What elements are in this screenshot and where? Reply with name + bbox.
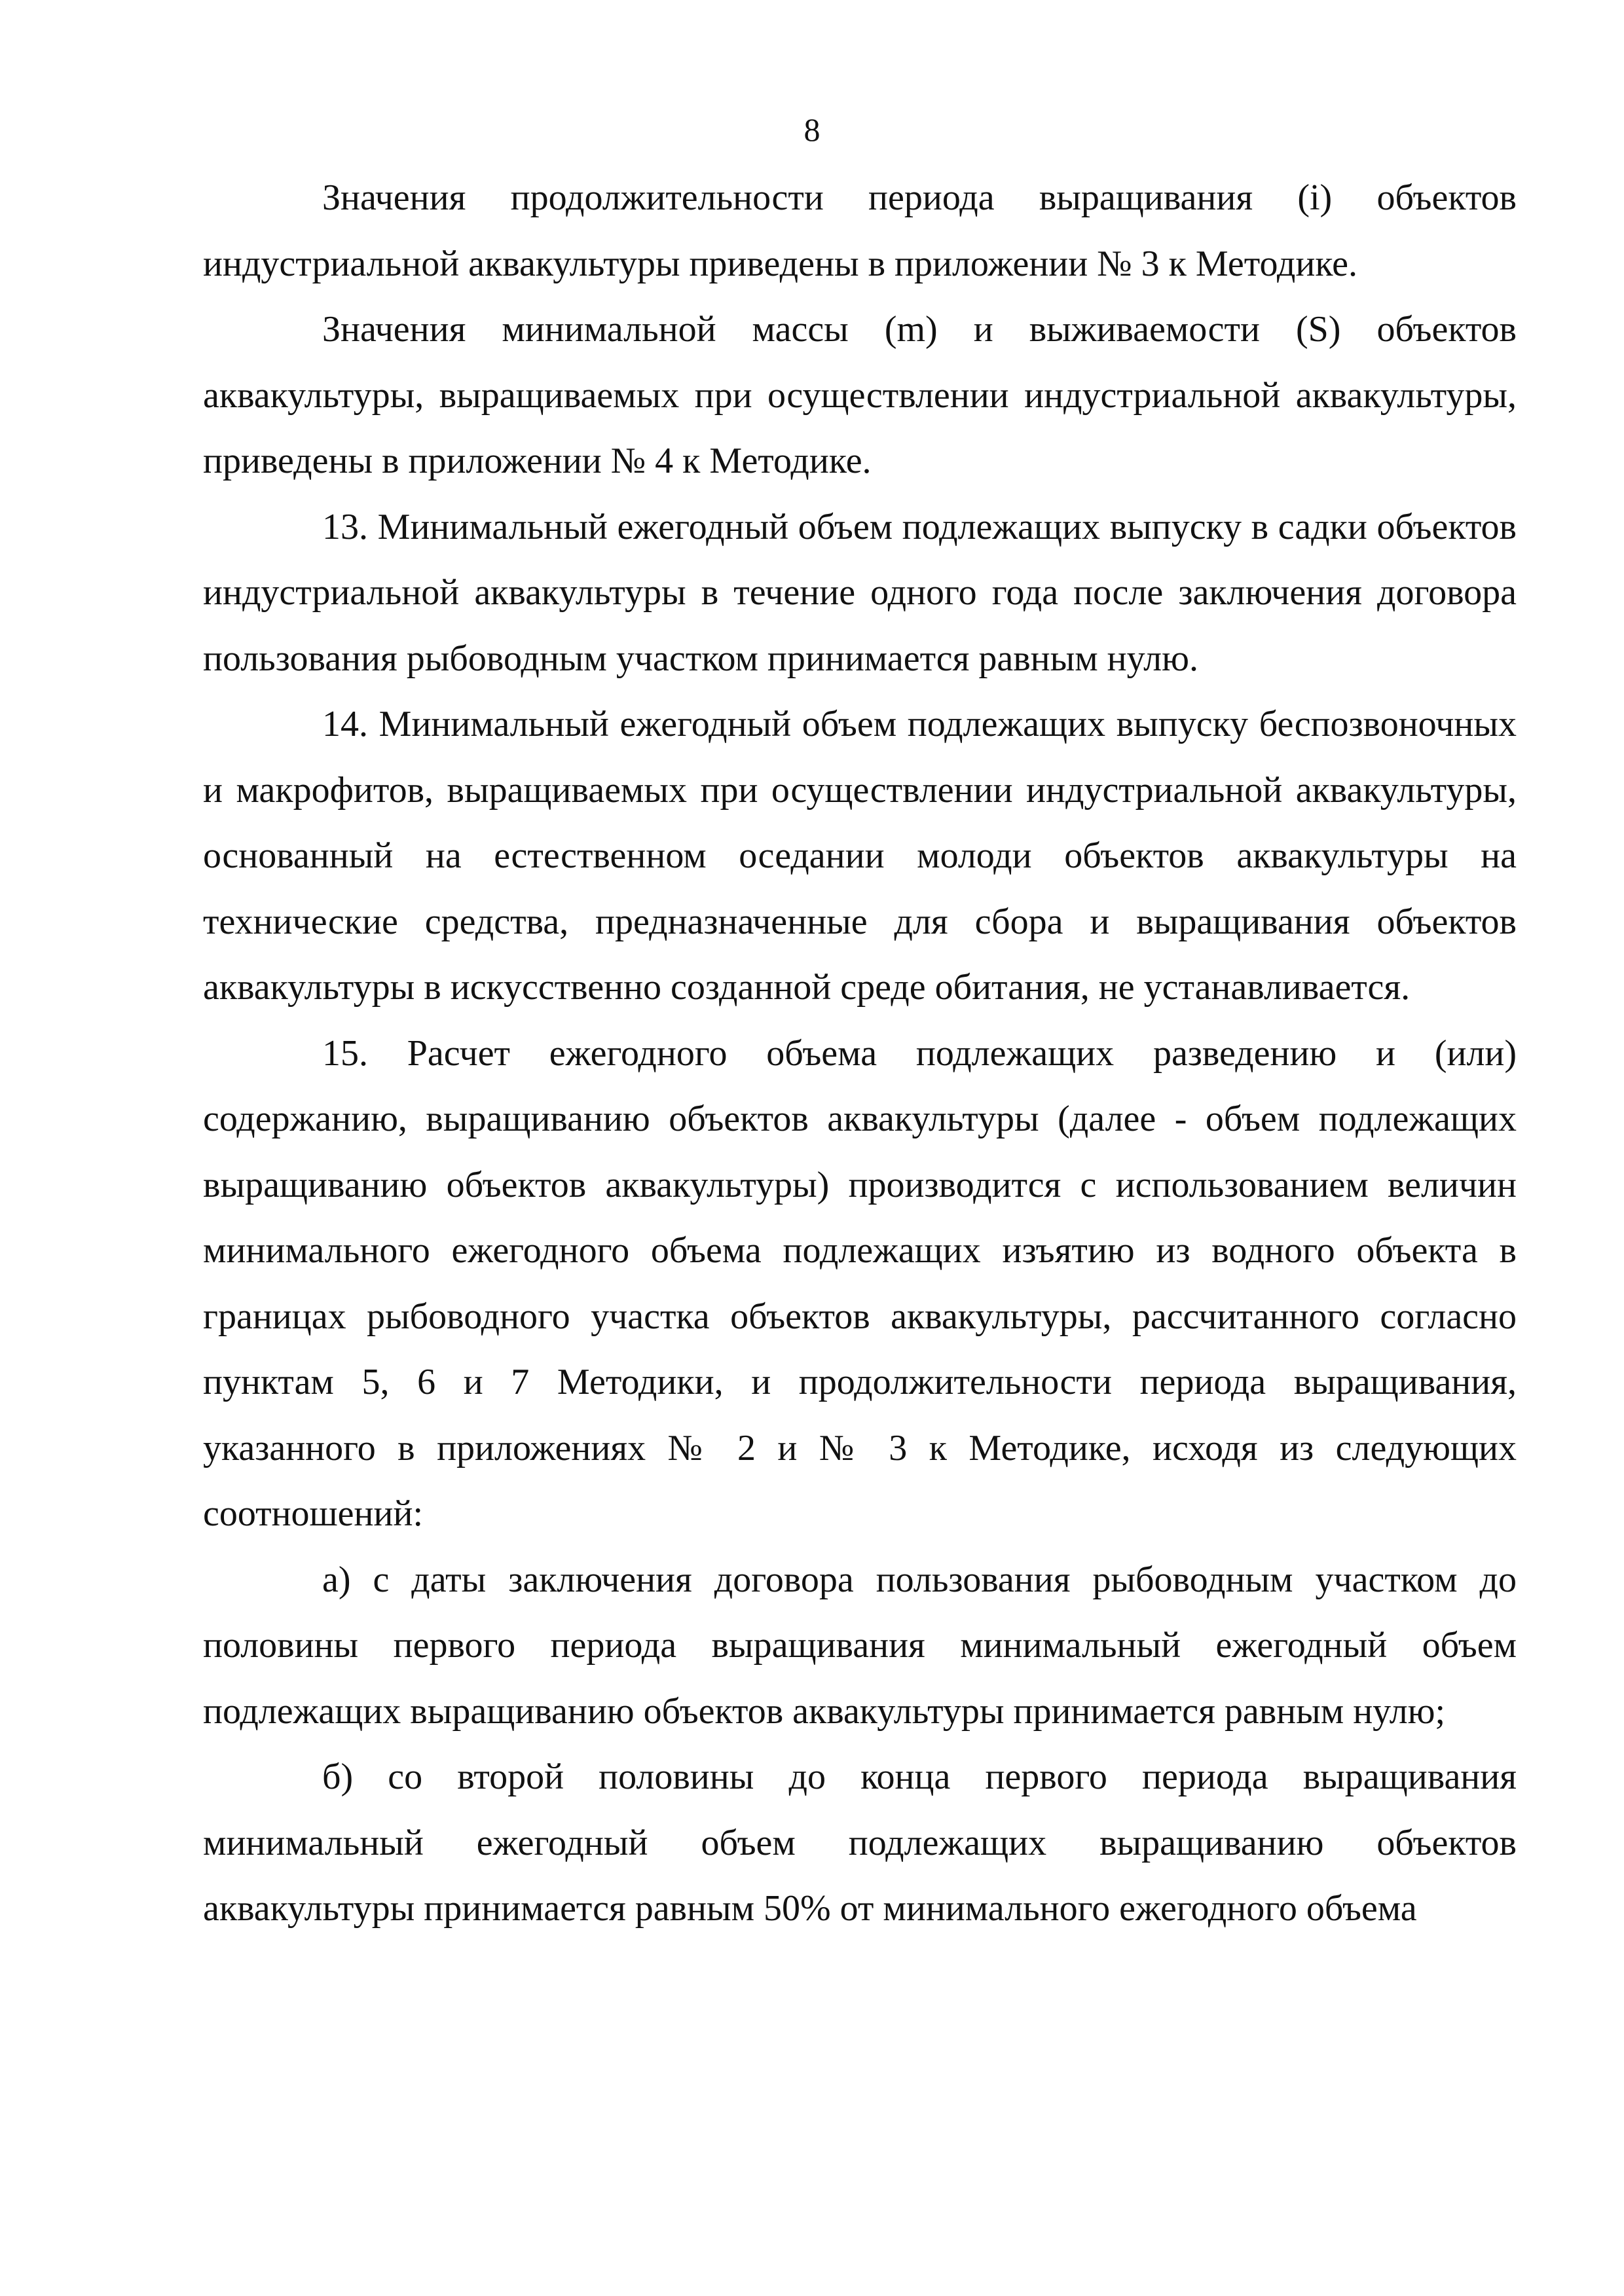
paragraph-mass-survival-values: Значения минимальной массы (m) и выживаемости (S) объектов аквакультуры, выращиваемых при осуществлении индустриальной аквакультуры, приведены в приложении № 4 к Методике. [203,309,1517,481]
paragraph-growing-period-values: Значения продолжительности периода выращивания (i) объектов индустриальной аквакультуры приведены в приложении № 3 к Методике. [203,177,1517,284]
page-number: 8 [803,111,821,148]
paragraph-item-15-b: б) со второй половины до конца первого периода выращивания минимальный ежегодный объем подлежащих выращиванию объектов аквакультуры принимается равным 50% от минимального ежегодного объема [203,1757,1517,1929]
paragraph-item-14: 14. Минимальный ежегодный объем подлежащих выпуску беспозвоночных и макрофитов, выращиваемых при осуществлении индустриальной аквакультуры, основанный на естественном оседании молоди объектов аквакультуры на технические средства, предназначенные для сбора и выращивания объектов аквакультуры в искусственно созданной среде обитания, не устанавливается. [203,704,1517,1008]
paragraph-item-13: 13. Минимальный ежегодный объем подлежащих выпуску в садки объектов индустриальной аквакультуры в течение одного года после заключения договора пользования рыбоводным участком принимается равным нулю. [203,506,1517,679]
paragraph-item-15: 15. Расчет ежегодного объема подлежащих разведению и (или) содержанию, выращиванию объектов аквакультуры (далее - объем подлежащих выращиванию объектов аквакультуры) производится с использованием величин минимального ежегодного объема подлежащих изъятию из водного объекта в границах рыбоводного участка объектов аквакультуры, рассчитанного согласно пунктам 5, 6 и 7 Методики, и продолжительности периода выращивания, указанного в приложениях № 2 и № 3 к Методике, исходя из следующих соотношений: [203,1032,1517,1534]
document-body [203,165,1517,1942]
paragraph-item-15-a: а) с даты заключения договора пользования рыбоводным участком до половины первого периода выращивания минимальный ежегодный объем подлежащих выращиванию объектов аквакультуры принимается равным нулю; [203,1559,1517,1732]
